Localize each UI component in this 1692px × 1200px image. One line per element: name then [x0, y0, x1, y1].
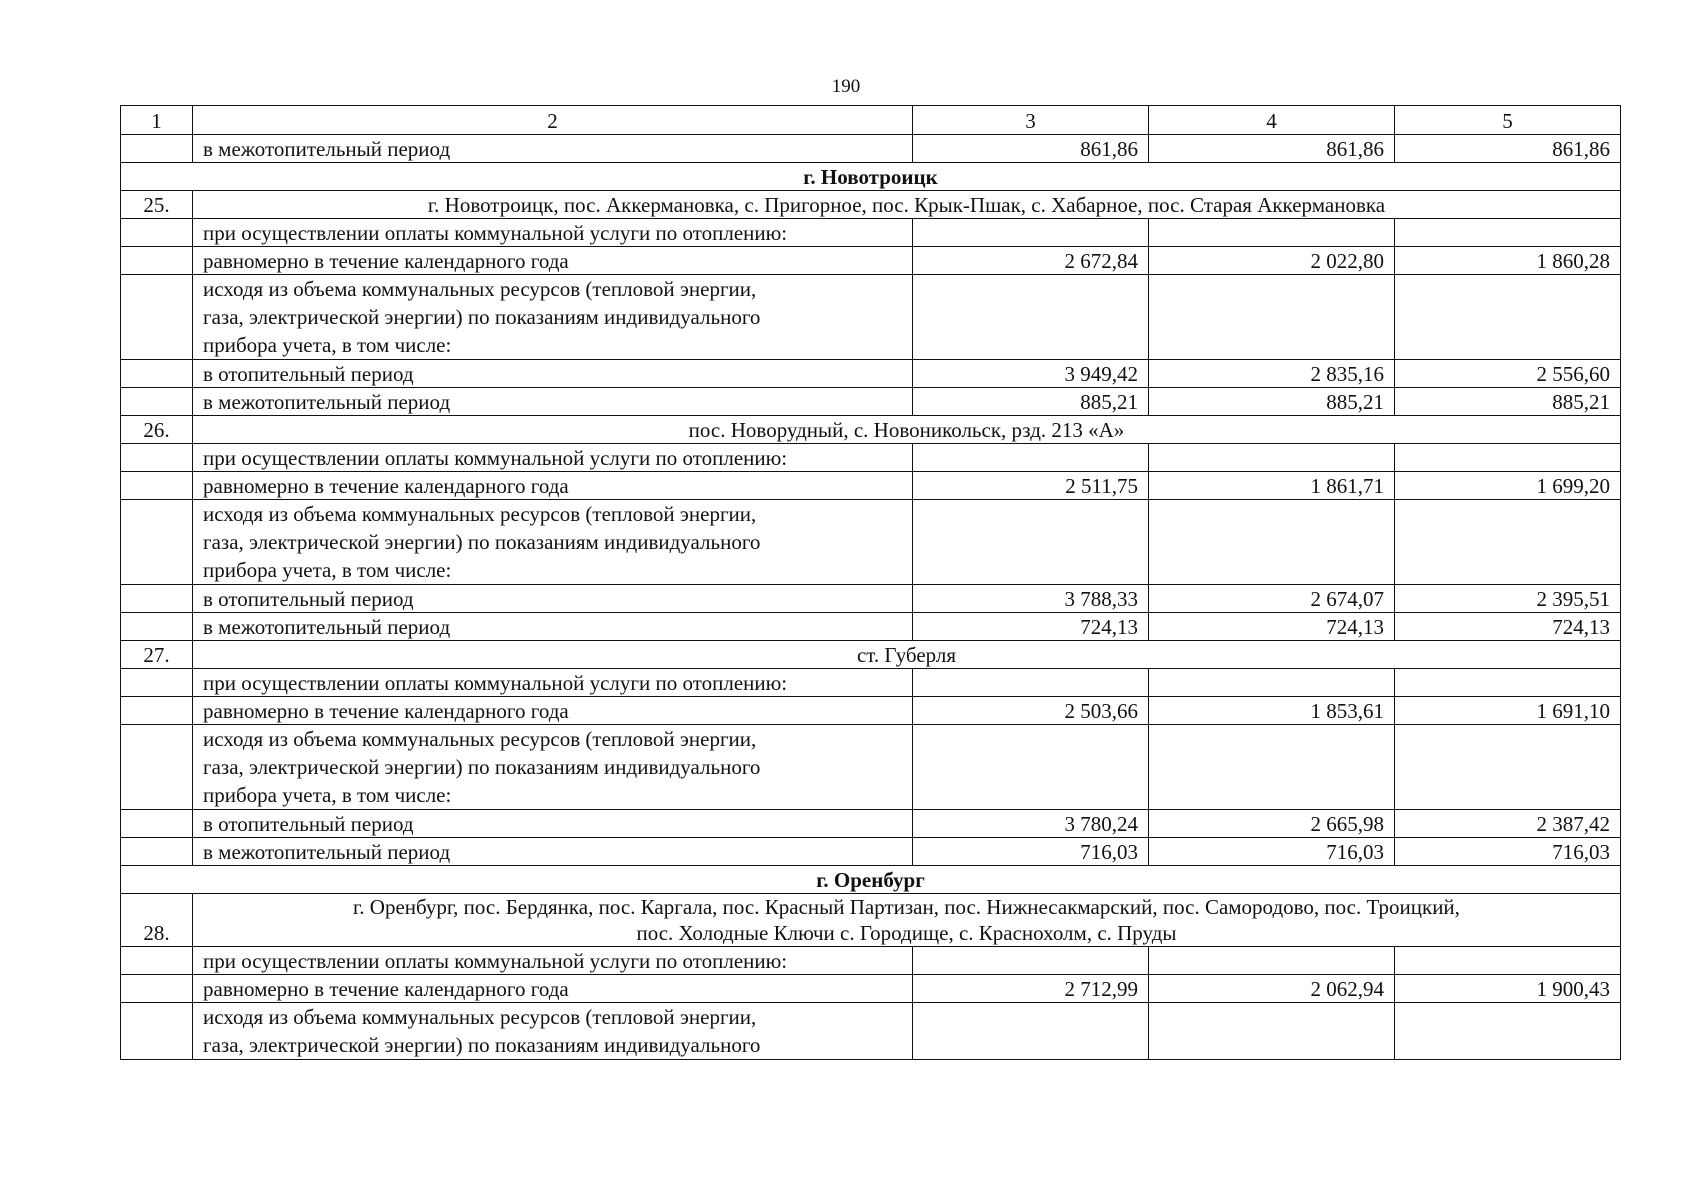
value-col-4: 716,03: [1149, 838, 1395, 866]
description-line: исходя из объема коммунальных ресурсов (тепловой энергии,: [203, 1005, 757, 1029]
value-col-4: 2 674,07: [1149, 585, 1395, 613]
description-line: исходя из объема коммунальных ресурсов (тепловой энергии,: [203, 277, 757, 301]
description-line: газа, электрической энергии) по показаниям индивидуального: [203, 1033, 761, 1057]
description-cell: [193, 725, 913, 810]
value-col-3: [913, 219, 1149, 247]
section-row: [121, 191, 1621, 219]
value-col-5: [1395, 444, 1621, 472]
section-index: 28.: [121, 894, 193, 947]
row-label: равномерно в течение календарного года: [193, 697, 913, 725]
description-line: исходя из объема коммунальных ресурсов (тепловой энергии,: [203, 727, 757, 751]
value-col-5: 1 691,10: [1395, 697, 1621, 725]
tariff-row: [121, 838, 1621, 866]
value-col-3: 3 780,24: [913, 810, 1149, 838]
row-label: при осуществлении оплаты коммунальной услуги по отоплению:: [193, 444, 913, 472]
value-col-3: 3 788,33: [913, 585, 1149, 613]
value-col-3: 3 949,42: [913, 360, 1149, 388]
description-line: газа, электрической энергии) по показаниям индивидуального: [203, 755, 761, 779]
tariff-row: [121, 360, 1621, 388]
description-cell: [193, 275, 913, 360]
tariff-row: [121, 810, 1621, 838]
value-col-3: 2 672,84: [913, 247, 1149, 275]
index-cell: [121, 613, 193, 641]
index-cell: [121, 275, 193, 360]
index-cell: [121, 838, 193, 866]
description-line: исходя из объема коммунальных ресурсов (тепловой энергии,: [203, 502, 757, 526]
payment-method-row: [121, 947, 1621, 975]
header-col-5: 5: [1395, 106, 1621, 135]
value-col-5: 861,86: [1395, 135, 1621, 163]
header-col-3: 3: [913, 106, 1149, 135]
value-col-3: [913, 275, 1149, 360]
section-row: [121, 641, 1621, 669]
description-line: газа, электрической энергии) по показаниям индивидуального: [203, 530, 761, 554]
description-cell: [193, 1003, 913, 1060]
payment-method-row: [121, 444, 1621, 472]
section-index: 25.: [121, 191, 193, 219]
value-col-5: 1 900,43: [1395, 975, 1621, 1003]
row-label: в отопительный период: [193, 585, 913, 613]
value-col-4: [1149, 1003, 1395, 1060]
value-col-4: [1149, 444, 1395, 472]
page-number: 190: [831, 76, 861, 97]
value-col-4: [1149, 947, 1395, 975]
index-cell: [121, 360, 193, 388]
value-col-4: [1149, 219, 1395, 247]
city-header-row: [121, 163, 1621, 191]
value-col-3: 2 712,99: [913, 975, 1149, 1003]
description-line: газа, электрической энергии) по показаниям индивидуального: [203, 305, 761, 329]
header-row: [121, 106, 1621, 135]
value-col-4: [1149, 725, 1395, 810]
index-cell: [121, 388, 193, 416]
tariff-row: [121, 135, 1621, 163]
city-header-row: [121, 866, 1621, 894]
value-col-5: 724,13: [1395, 613, 1621, 641]
index-cell: [121, 444, 193, 472]
section-index: 26.: [121, 416, 193, 444]
section-title-line: пос. Холодные Ключи с. Городище, с. Краснохолм, с. Пруды: [636, 921, 1177, 945]
city-name: г. Новотроицк: [121, 163, 1621, 191]
value-col-3: [913, 725, 1149, 810]
row-label: в межотопительный период: [193, 613, 913, 641]
row-label: равномерно в течение календарного года: [193, 975, 913, 1003]
value-col-5: [1395, 275, 1621, 360]
row-label: при осуществлении оплаты коммунальной услуги по отоплению:: [193, 669, 913, 697]
value-col-4: 861,86: [1149, 135, 1395, 163]
index-cell: [121, 697, 193, 725]
value-col-3: [913, 500, 1149, 585]
tariff-row: [121, 975, 1621, 1003]
header-col-2: 2: [193, 106, 913, 135]
value-col-5: 2 387,42: [1395, 810, 1621, 838]
value-col-4: 2 665,98: [1149, 810, 1395, 838]
description-row: [121, 500, 1621, 585]
value-col-4: [1149, 669, 1395, 697]
index-cell: [121, 725, 193, 810]
value-col-5: [1395, 1003, 1621, 1060]
value-col-5: [1395, 219, 1621, 247]
section-title-line: г. Оренбург, пос. Бердянка, пос. Каргала, пос. Красный Партизан, пос. Нижнесакмарский, пос. Самородово, пос. Троицкий,: [353, 895, 1460, 919]
row-label: равномерно в течение календарного года: [193, 247, 913, 275]
row-label: в отопительный период: [193, 810, 913, 838]
value-col-3: 861,86: [913, 135, 1149, 163]
value-col-3: 2 503,66: [913, 697, 1149, 725]
description-line: прибора учета, в том числе:: [203, 558, 452, 582]
value-col-4: [1149, 275, 1395, 360]
city-name: г. Оренбург: [121, 866, 1621, 894]
payment-method-row: [121, 669, 1621, 697]
value-col-4: 2 062,94: [1149, 975, 1395, 1003]
value-col-3: [913, 1003, 1149, 1060]
value-col-3: [913, 947, 1149, 975]
value-col-5: [1395, 725, 1621, 810]
value-col-4: 1 853,61: [1149, 697, 1395, 725]
value-col-4: 885,21: [1149, 388, 1395, 416]
tariff-row: [121, 613, 1621, 641]
row-label: в отопительный период: [193, 360, 913, 388]
row-label: в межотопительный период: [193, 838, 913, 866]
section-title-line: пос. Новорудный, с. Новоникольск, рзд. 213 «А»: [688, 418, 1125, 442]
header-col-1: 1: [121, 106, 193, 135]
section-index: 27.: [121, 641, 193, 669]
row-label: при осуществлении оплаты коммунальной услуги по отоплению:: [193, 947, 913, 975]
section-title-line: г. Новотроицк, пос. Аккермановка, с. Пригорное, пос. Крык-Пшак, с. Хабарное, пос. Старая Аккермановка: [427, 193, 1386, 217]
value-col-3: 885,21: [913, 388, 1149, 416]
row-label: при осуществлении оплаты коммунальной услуги по отоплению:: [193, 219, 913, 247]
value-col-5: 885,21: [1395, 388, 1621, 416]
index-cell: [121, 500, 193, 585]
value-col-4: 2 835,16: [1149, 360, 1395, 388]
row-label: в межотопительный период: [193, 135, 913, 163]
tariff-row: [121, 388, 1621, 416]
section-title: [193, 641, 1621, 669]
description-row: [121, 1003, 1621, 1060]
value-col-3: 716,03: [913, 838, 1149, 866]
description-line: прибора учета, в том числе:: [203, 333, 452, 357]
index-cell: [121, 975, 193, 1003]
value-col-5: 716,03: [1395, 838, 1621, 866]
tariff-row: [121, 247, 1621, 275]
tariff-table-body: [121, 106, 1621, 1060]
index-cell: [121, 585, 193, 613]
section-row: [121, 894, 1621, 947]
value-col-3: 2 511,75: [913, 472, 1149, 500]
index-cell: [121, 472, 193, 500]
index-cell: [121, 219, 193, 247]
section-title: [193, 416, 1621, 444]
section-title: [193, 894, 1621, 947]
description-row: [121, 275, 1621, 360]
value-col-3: [913, 669, 1149, 697]
value-col-4: 2 022,80: [1149, 247, 1395, 275]
value-col-3: [913, 444, 1149, 472]
index-cell: [121, 669, 193, 697]
row-label: в межотопительный период: [193, 388, 913, 416]
description-cell: [193, 500, 913, 585]
section-title: [193, 191, 1621, 219]
index-cell: [121, 1003, 193, 1060]
row-label: равномерно в течение календарного года: [193, 472, 913, 500]
tariff-table: [120, 105, 1621, 1060]
value-col-4: [1149, 500, 1395, 585]
value-col-4: 724,13: [1149, 613, 1395, 641]
index-cell: [121, 810, 193, 838]
index-cell: [121, 947, 193, 975]
value-col-5: [1395, 669, 1621, 697]
tariff-row: [121, 472, 1621, 500]
index-cell: [121, 247, 193, 275]
section-title-line: ст. Губерля: [856, 643, 957, 667]
index-cell: [121, 135, 193, 163]
value-col-5: [1395, 947, 1621, 975]
section-row: [121, 416, 1621, 444]
header-col-4: 4: [1149, 106, 1395, 135]
value-col-5: 1 699,20: [1395, 472, 1621, 500]
description-line: прибора учета, в том числе:: [203, 783, 452, 807]
value-col-4: 1 861,71: [1149, 472, 1395, 500]
description-row: [121, 725, 1621, 810]
value-col-5: 1 860,28: [1395, 247, 1621, 275]
tariff-row: [121, 585, 1621, 613]
tariff-row: [121, 697, 1621, 725]
value-col-5: 2 395,51: [1395, 585, 1621, 613]
value-col-3: 724,13: [913, 613, 1149, 641]
value-col-5: 2 556,60: [1395, 360, 1621, 388]
value-col-5: [1395, 500, 1621, 585]
payment-method-row: [121, 219, 1621, 247]
